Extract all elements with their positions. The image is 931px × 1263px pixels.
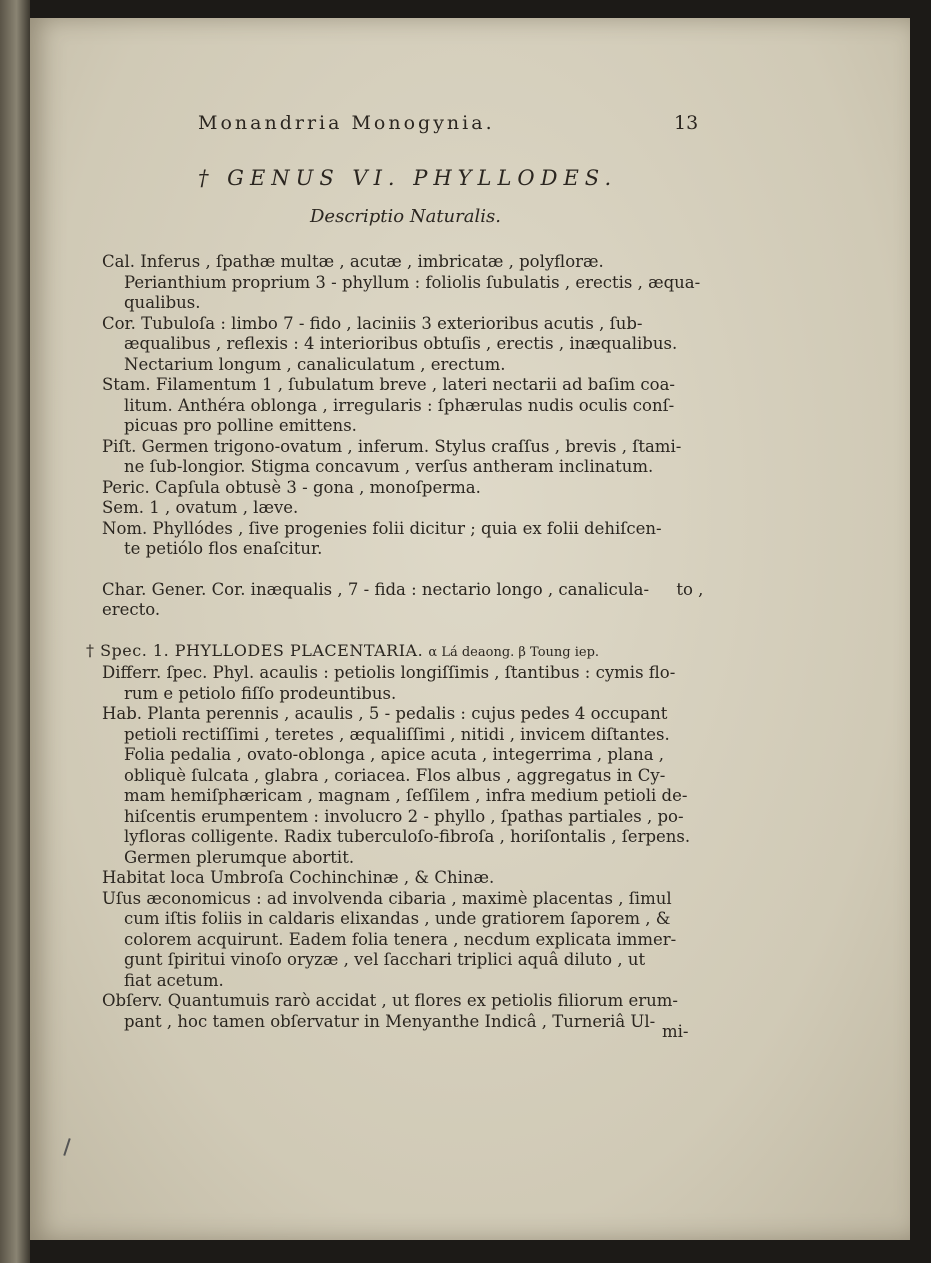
entry-text: æconomicus : ad involvenda cibaria , maximè placentas , ſimul	[146, 888, 672, 908]
entry-text: Capſula obtusè 3 - gona , monoſperma.	[155, 477, 481, 497]
entry-entries-6	[102, 519, 708, 560]
entry-continuation: Perianthium proprium 3 - phyllum : foliolis ſubulatis , erectis , æqua-	[124, 272, 701, 292]
entry-entries-3	[102, 437, 708, 478]
entry-label: Peric.	[102, 477, 150, 497]
entry-continuation: picuas pro polline emittens.	[124, 416, 357, 435]
entry-text: Filamentum 1 , ſubulatum breve , lateri nectarii ad baſim coa-	[155, 375, 676, 394]
entry-continuation: gunt ſpiritui vinoſo oryzæ , vel ſacchari triplici aquâ diluto , ut	[124, 950, 646, 969]
entry-continuation: mam hemiſphæricam , magnam , ſeſſilem , infra medium petioli de-	[124, 786, 688, 805]
entry-species.entries-3	[102, 889, 708, 992]
entry-entries-0	[102, 252, 708, 314]
entry-entries-1	[102, 314, 708, 376]
entry-text: 1 , ovatum , læve.	[149, 498, 299, 517]
entry-label: Uſus	[102, 888, 142, 908]
entry-label: Cor.	[102, 313, 136, 333]
char-gener	[102, 580, 708, 621]
entry-continuation: colorem acquirunt. Eadem folia tenera , necdum explicata immer-	[124, 929, 677, 949]
entry-text: Planta perennis , acaulis , 5 - pedalis : cujus pedes 4 occupant	[147, 704, 668, 723]
entry-text: Germen trigono-ovatum , inferum. Stylus craſſus , brevis , ſtami-	[141, 436, 682, 456]
entry-continuation: Folia pedalia , ovato-oblonga , apice acuta , integerrima , plana ,	[124, 745, 665, 764]
page-number: 13	[674, 112, 699, 134]
char-gener-cont: to , erecto.	[102, 579, 704, 619]
running-head	[198, 112, 708, 134]
entry-continuation: obliquè ſulcata , glabra , coriacea. Flos albus , aggregatus in Cy-	[124, 765, 666, 785]
entry-text: ſpec. Phyl. acaulis : petiolis longiſſimis , ſtantibus : cymis flo-	[166, 663, 676, 682]
char-gener-first: Cor. inæqualis , 7 - fida : nectario longo , canalicula-	[211, 579, 650, 599]
entry-species.entries-2	[102, 868, 708, 889]
entry-label: Cal.	[102, 252, 135, 271]
entry-text: Phyllódes , ſive progenies folii dicitur ; quia ex folii dehiſcen-	[152, 518, 662, 538]
catchword: mi-	[662, 1022, 689, 1041]
running-head-title: Monandrria Monogynia.	[198, 112, 495, 134]
entry-label: Piſt.	[102, 436, 137, 456]
char-gener-label: Char. Gener.	[102, 579, 207, 599]
entry-continuation: hiſcentis erumpentem : involucro 2 - phyllo , ſpathas partiales , po-	[124, 806, 684, 826]
entry-continuation: rum e petiolo fiſſo prodeuntibus.	[124, 683, 397, 703]
entry-label: Stam.	[102, 375, 151, 394]
entry-continuation: Germen plerumque abortit.	[124, 847, 355, 867]
entry-continuation: lyfloras colligente. Radix tuberculoſo-fibroſa , horiſontalis , ſerpens.	[124, 827, 691, 846]
book-spine-edge	[0, 0, 30, 1263]
species-heading	[86, 641, 708, 664]
entry-label: Sem.	[102, 498, 144, 517]
entry-text: Tubuloſa : limbo 7 - fido , laciniis 3 exterioribus acutis , ſub-	[141, 313, 643, 333]
entry-entries-5	[102, 498, 708, 519]
entry-label: Hab.	[102, 704, 143, 723]
entry-continuation: te petiólo flos enaſcitur.	[124, 539, 323, 558]
entry-continuation: ne ſub-longior. Stigma concavum , verſus antheram inclinatum.	[124, 457, 654, 476]
entry-label: Nom.	[102, 518, 148, 538]
entry-species.entries-4	[102, 991, 708, 1032]
entry-continuation: pant , hoc tamen obſervatur in Menyanthe Indicâ , Turneriâ Ul-	[124, 1011, 656, 1031]
entry-species.entries-1	[102, 704, 708, 868]
entry-text: loca Umbroſa Cochinchinæ , & Chinæ.	[170, 868, 495, 887]
species-vernacular: α Lá deaong. β Toung iep.	[428, 644, 600, 660]
entry-label: Obſerv.	[102, 991, 163, 1010]
entry-entries-2	[102, 375, 708, 437]
description-heading: Descriptio Naturalis.	[310, 206, 501, 227]
entry-continuation: æqualibus , reflexis : 4 interioribus obtuſis , erectis , inæqualibus.	[124, 334, 678, 353]
entry-continuation: qualibus.	[124, 293, 201, 312]
entry-entries-4	[102, 478, 708, 499]
entry-continuation: cum iſtis foliis in caldaris elixandas , unde gratiorem ſaporem , &	[124, 909, 671, 928]
entry-label: Habitat	[102, 868, 166, 887]
entry-continuation: petioli rectiſſimi , teretes , æqualiſſimi , nitidi , invicem diſtantes.	[124, 724, 670, 744]
entry-text: Quantumuis rarò accidat , ut flores ex petiolis filiorum erum-	[167, 991, 678, 1010]
genus-title: † GENUS VI. PHYLLODES.	[198, 166, 618, 190]
species-title: † Spec. 1. PHYLLODES PLACENTARIA.	[86, 640, 424, 660]
entry-continuation: fiat acetum.	[124, 970, 224, 990]
entry-continuation: litum. Anthéra oblonga , irregularis : ſphærulas nudis oculis conſ-	[124, 395, 675, 415]
entry-species.entries-0	[102, 663, 708, 704]
entry-text: Inferus , ſpathæ multæ , acutæ , imbricatæ , polyfloræ.	[140, 252, 604, 271]
description-block	[86, 252, 708, 1032]
entry-continuation: Nectarium longum , canaliculatum , erectum.	[124, 354, 506, 374]
entry-label: Differr.	[102, 663, 162, 682]
